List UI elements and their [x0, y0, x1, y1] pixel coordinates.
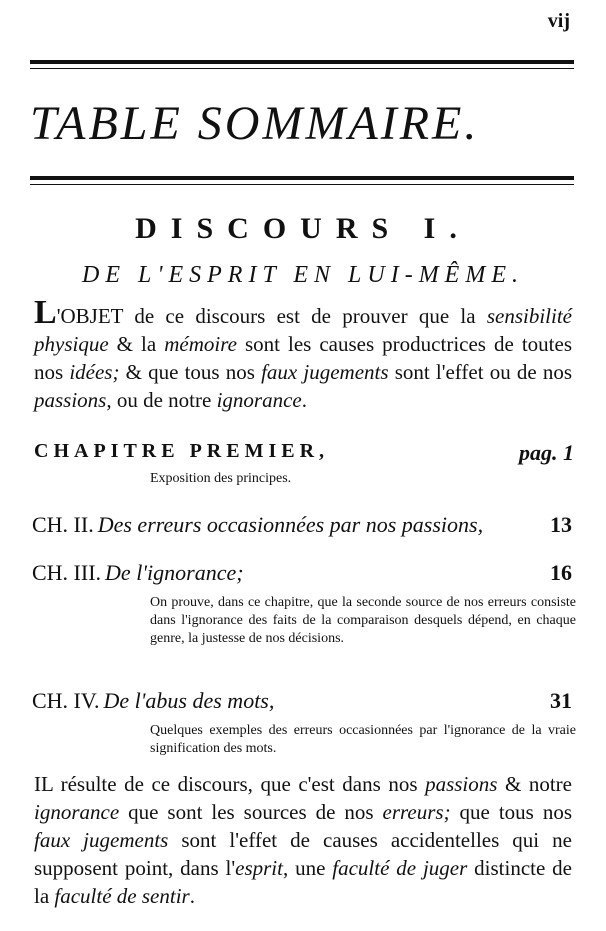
top-rule-thin [30, 68, 574, 69]
intro-paragraph: L'OBJET de ce discours est de prouver que la sensibilité physique & la mémoire sont les causes productrices de toutes nos idées; & que tous nos faux jugements sont l'effet ou de nos passions, ou de notre ignorance. [34, 294, 572, 412]
discours-subtitle: DE L'ESPRIT EN LUI-MÊME. [82, 262, 524, 288]
chapter-3-entry [32, 560, 572, 586]
conclusion-paragraph: IL résulte de ce discours, que c'est dans nos passions & notre ignorance que sont les sources de nos erreurs; que tous nos faux jugements sont l'effet de causes accidentelles qui ne supposent point, dans l'esprit, une faculté de juger distincte de la faculté de sentir. [34, 772, 572, 908]
dropcap: L [34, 294, 57, 331]
chapter-1-label: CHAPITRE PREMIER, [34, 440, 330, 462]
chapter-4-summary: Quelques exemples des erreurs occasionnées par l'ignorance de la vraie signification des mots. [150, 723, 576, 756]
chapter-3-label: CH. III. [32, 560, 102, 585]
chapter-2-entry [32, 512, 572, 538]
chapter-1-summary: Exposition des principes. [150, 471, 292, 486]
chapter-2-page: 13 [550, 512, 572, 537]
chapter-1-page: pag. 1 [519, 440, 574, 465]
title-rule-thick [30, 176, 574, 180]
chapter-2-title: Des erreurs occasionnées par nos passions, [97, 512, 484, 537]
title-rule-thin [30, 184, 574, 185]
chapter-2-label: CH. II. [32, 512, 94, 537]
chapter-3-title: De l'ignorance; [105, 560, 244, 585]
chapter-4-title: De l'abus des mots, [103, 688, 275, 713]
page-title: TABLE SOMMAIRE. [30, 97, 480, 150]
chapter-3-summary: On prouve, dans ce chapitre, que la seconde source de nos erreurs consiste dans l'ignorance des faits de la comparaison desquels dépend, en chaque genre, la justesse de nos décisions. [150, 595, 576, 646]
page-number: vij [547, 10, 570, 32]
chapter-4-entry [32, 688, 572, 714]
discours-heading: DISCOURS I. [135, 212, 471, 245]
chapter-4-label: CH. IV. [32, 688, 100, 713]
chapter-3-page: 16 [550, 560, 572, 585]
chapter-4-page: 31 [550, 688, 572, 713]
top-rule-thick [30, 60, 574, 64]
